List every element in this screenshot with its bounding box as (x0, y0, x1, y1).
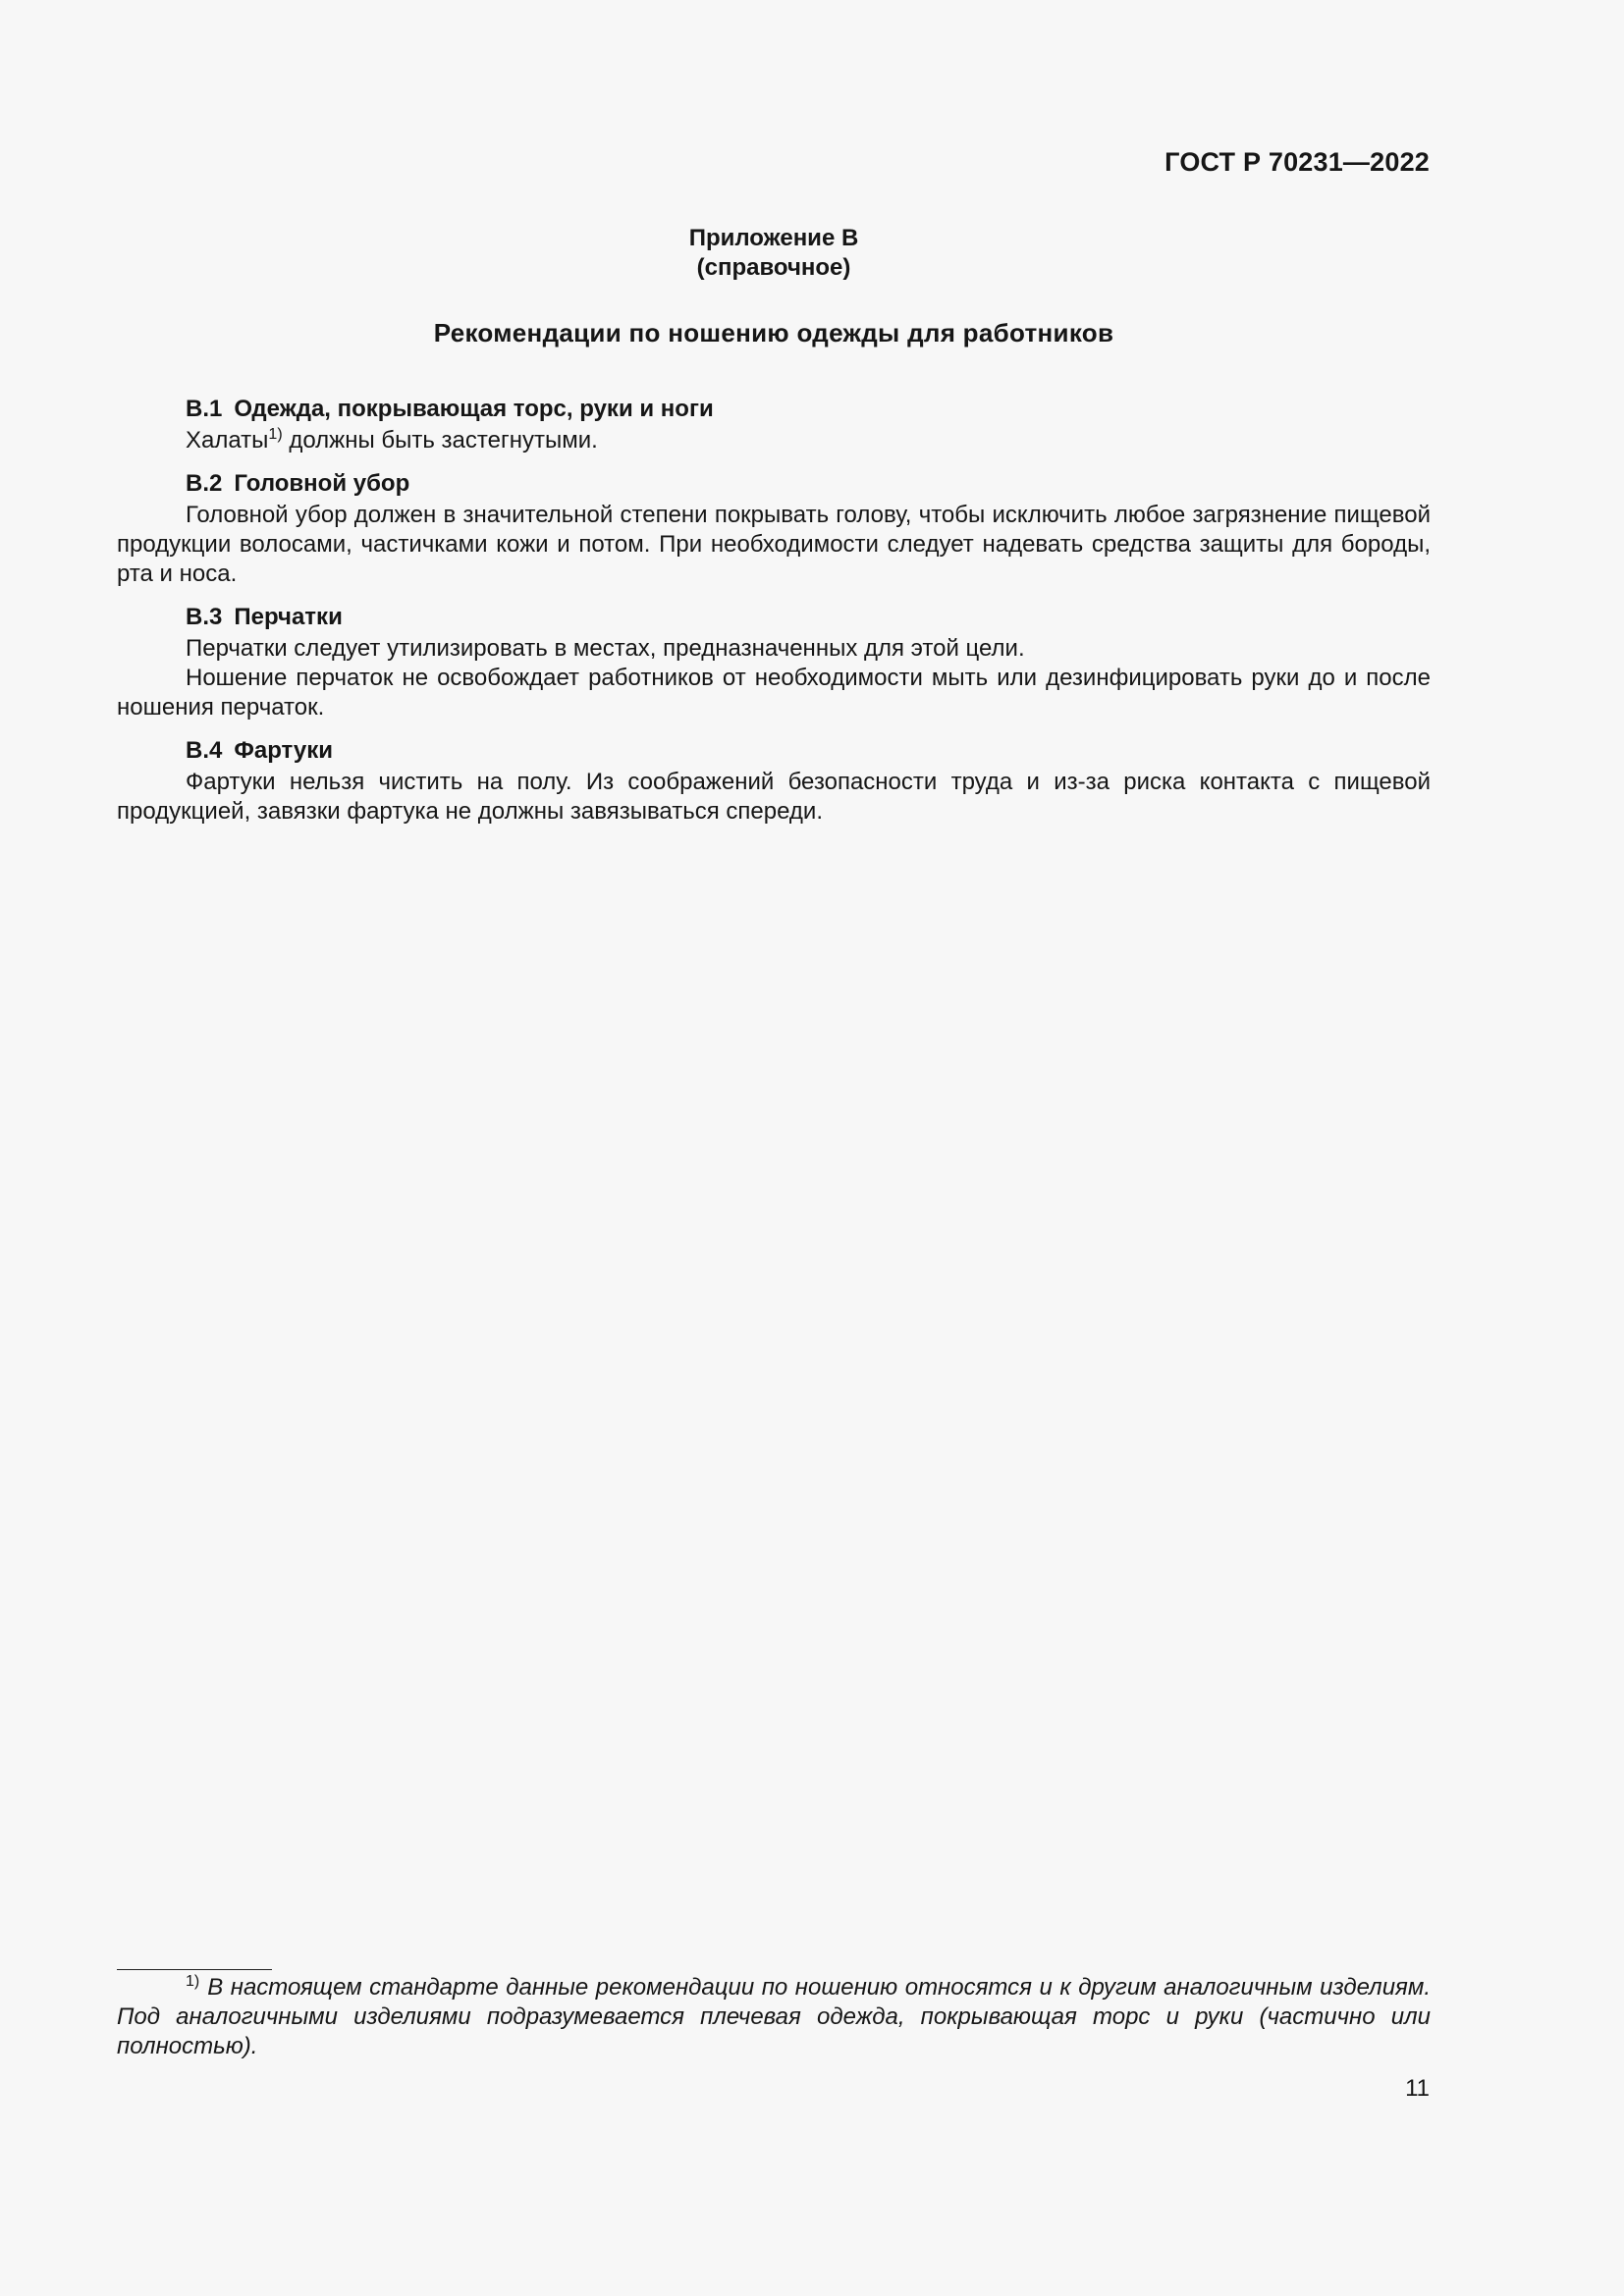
section-paragraph: Фартуки нельзя чистить на полу. Из соображений безопасности труда и из-за риска контакта с пищевой продукцией, завязки фартука не должны завязываться спереди. (117, 769, 1431, 825)
section-number: В.2 (186, 470, 223, 497)
section-heading (117, 469, 1431, 499)
section-title: Фартуки (234, 737, 333, 764)
section-paragraph (117, 426, 1431, 455)
footnote-separator (117, 1969, 272, 1970)
section-b1 (117, 395, 1431, 455)
section-title: Перчатки (234, 604, 343, 630)
footnote (117, 1973, 1431, 2061)
document-code: ГОСТ Р 70231—2022 (1164, 147, 1430, 177)
section-heading (117, 395, 1431, 424)
appendix-label: Приложение В (688, 225, 859, 251)
section-number: В.3 (186, 604, 223, 630)
paragraph-text: Халаты (186, 427, 269, 454)
section-paragraph: Перчатки следует утилизировать в местах, предназначенных для этой цели. (186, 635, 1025, 662)
section-b4 (117, 736, 1431, 827)
section-title: Головной убор (234, 470, 410, 497)
appendix-type: (справочное) (696, 254, 851, 281)
section-heading (117, 736, 1431, 766)
section-paragraph: Ношение перчаток не освобождает работников от необходимости мыть или дезинфицировать руки до и после ношения перчаток. (117, 665, 1431, 721)
section-number: В.1 (186, 396, 223, 422)
page-number: 11 (1405, 2075, 1430, 2102)
appendix-title: Рекомендации по ношению одежды для работников (433, 318, 1114, 347)
section-b2 (117, 469, 1431, 589)
paragraph-text: должны быть застегнутыми. (282, 427, 598, 454)
section-heading (117, 603, 1431, 632)
footnote-reference[interactable]: 1) (268, 426, 283, 443)
footnote-mark: 1) (186, 1973, 200, 1990)
section-number: В.4 (186, 737, 223, 764)
section-title: Одежда, покрывающая торс, руки и ноги (234, 396, 714, 422)
section-paragraph: Головной убор должен в значительной степени покрывать голову, чтобы исключить любое загрязнение пищевой продукции волосами, частичками кожи и потом. При необходимости следует надевать средства защиты для бороды, рта и носа. (117, 502, 1431, 587)
appendix-heading (117, 224, 1431, 283)
section-b3 (117, 603, 1431, 722)
appendix-content (117, 395, 1431, 840)
footnote-text: В настоящем стандарте данные рекомендации по ношению относятся и к другим аналогичным изделиям. Под аналогичными изделиями подразумевается плечевая одежда, покрывающая торс и руки (частично или полностью). (117, 1974, 1431, 2059)
